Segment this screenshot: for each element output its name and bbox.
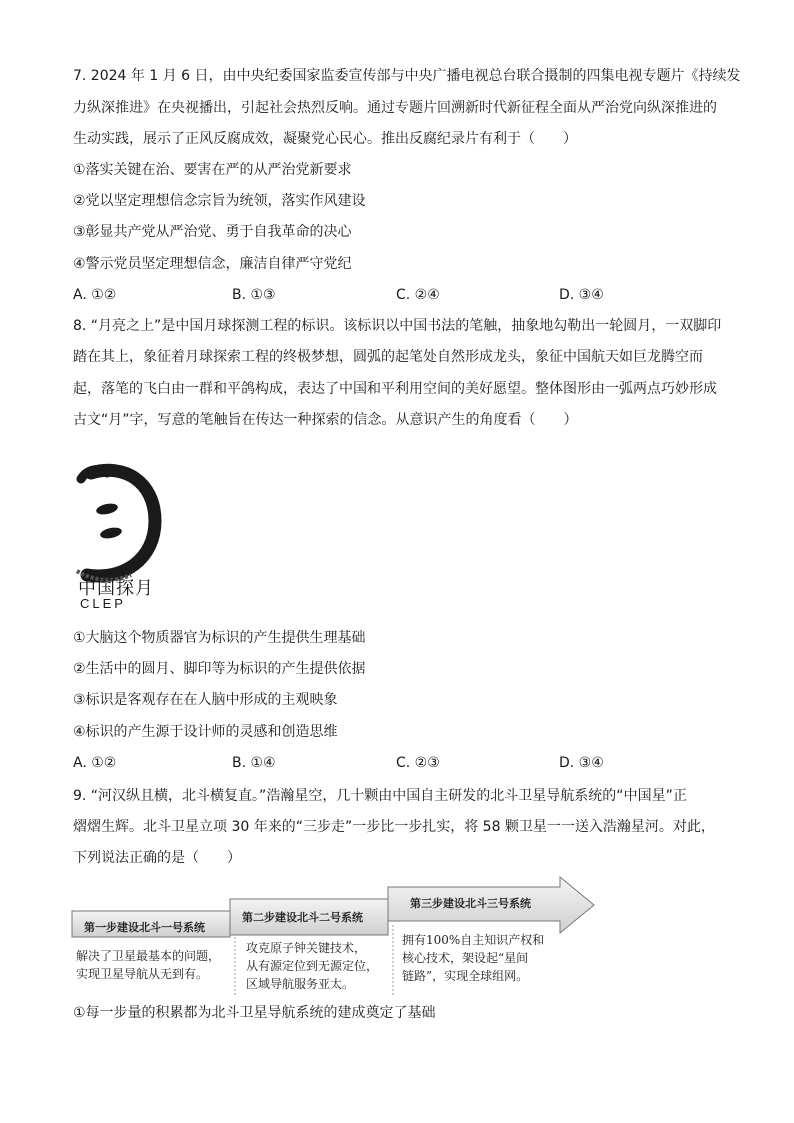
- step-2-line: 区域导航服务亚太。: [246, 977, 355, 991]
- q8-stem-line: 8. “月亮之上”是中国月球探测工程的标识。该标识以中国书法的笔触，抽象地勾勒出一轮圆月，一双脚印: [73, 318, 722, 334]
- logo-subcaption: CLEP: [80, 596, 126, 611]
- step-1-description: [76, 947, 220, 983]
- step-3-description: [402, 931, 544, 985]
- q8-option-c[interactable]: C. ②③: [396, 755, 440, 771]
- step-2-title: 第二步建设北斗二号系统: [242, 911, 363, 924]
- q7-statement: ②党以坚定理想信念宗旨为统领，落实作风建设: [73, 193, 366, 209]
- q7-statement: ③彰显共产党从严治党、勇于自我革命的决心: [73, 224, 352, 240]
- q9-statement: ①每一步量的积累都为北斗卫星导航系统的建成奠定了基础: [73, 1005, 436, 1021]
- q7-option-a[interactable]: A. ①②: [73, 287, 117, 303]
- step-3-line: 拥有100%自主知识产权和: [402, 933, 545, 947]
- step-2-line: 从有源定位到无源定位，: [246, 959, 379, 973]
- q7-options: [73, 285, 733, 305]
- logo-caption: 中国探月: [78, 578, 154, 599]
- q8-statement: ④标识的产生源于设计师的灵感和创造思维: [73, 724, 338, 740]
- step-1-line: 解决了卫星最基本的问题，: [76, 949, 221, 963]
- q8-stem-line: 古文“月”字，写意的笔触旨在传达一种探索的信念。从意识产生的角度看（ ）: [73, 412, 578, 428]
- step-1-line: 实现卫星导航从无到有。: [76, 967, 209, 981]
- q8-statement: ①大脑这个物质器官为标识的产生提供生理基础: [73, 630, 366, 646]
- step-3-line: 核心技术，架设起“星间: [402, 951, 529, 965]
- q8-option-b[interactable]: B. ①④: [232, 755, 276, 771]
- q7-option-b[interactable]: B. ①③: [232, 287, 276, 303]
- q9-stem-line: 9. “河汉纵且横，北斗横复直。”浩瀚星空，几十颗由中国自主研发的北斗卫星导航系统的“中国星”正: [73, 788, 687, 804]
- q8-option-d[interactable]: D. ③④: [559, 755, 604, 771]
- q8-option-a[interactable]: A. ①②: [73, 755, 117, 771]
- step-2-line: 攻克原子钟关键技术，: [246, 941, 367, 955]
- q8-statement: ③标识是客观存在在人脑中形成的主观映象: [73, 692, 338, 708]
- step-2-description: [246, 939, 378, 993]
- q7-stem-line: 7. 2024 年 1 月 6 日，由中央纪委国家监委宣传部与中央广播电视总台联合摄制的四集电视专题片《持续发: [73, 68, 741, 84]
- step-3-title: 第三步建设北斗三号系统: [410, 897, 531, 910]
- q8-stem-line: 踏在其上，象征着月球探索工程的终极梦想，圆弧的起笔处自然形成龙头，象征中国航天如巨龙腾空而: [73, 349, 703, 365]
- q9-stem-line: 熠熠生辉。北斗卫星立项 30 年来的“三步走”一步比一步扎实，将 58 颗卫星一一送入浩瀚星河。对此，: [73, 819, 715, 835]
- beidou-three-steps-figure: [70, 875, 600, 1005]
- q7-stem-line: 力纵深推进》在央视播出，引起社会热烈反响。通过专题片回溯新时代新征程全面从严治党向纵深推进的: [73, 100, 717, 116]
- q7-option-c[interactable]: C. ②④: [396, 287, 440, 303]
- q9-stem-line: 下列说法正确的是（ ）: [73, 850, 241, 866]
- q7-stem-line: 生动实践，展示了正风反腐成效，凝聚党心民心。推出反腐纪录片有利于（ ）: [73, 131, 577, 147]
- q7-statement: ①落实关键在治、要害在严的从严治党新要求: [73, 162, 352, 178]
- step-1-title: 第一步建设北斗一号系统: [84, 921, 205, 934]
- q7-statement: ④警示党员坚定理想信念，廉洁自律严守党纪: [73, 256, 352, 272]
- q8-options: [73, 753, 733, 773]
- q8-stem-line: 起，落笔的飞白由一群和平鸽构成，表达了中国和平利用空间的美好愿望。整体图形由一弧两点巧妙形成: [73, 381, 717, 397]
- q7-option-d[interactable]: D. ③④: [559, 287, 604, 303]
- step-3-line: 链路”，实现全球组网。: [402, 969, 529, 983]
- q8-statement: ②生活中的圆月、脚印等为标识的产生提供依据: [73, 661, 366, 677]
